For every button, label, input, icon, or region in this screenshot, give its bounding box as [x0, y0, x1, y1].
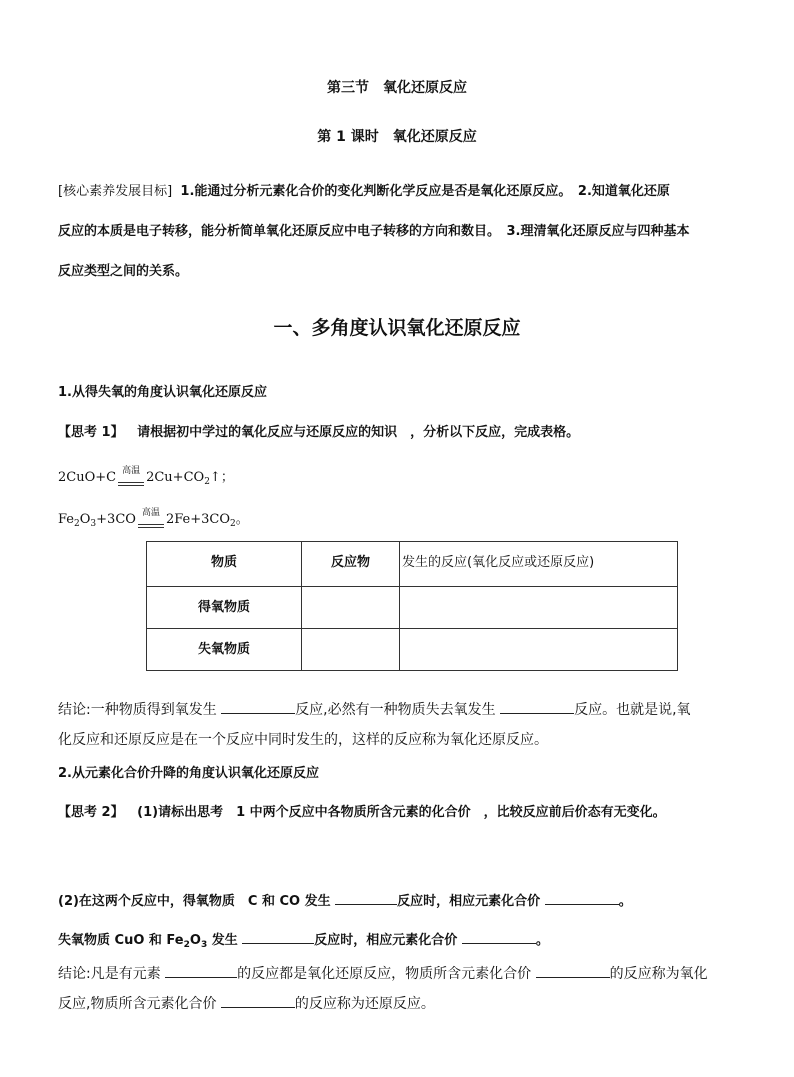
conclusion-2-line-2: 反应,物质所含元素化合价 的反应称为还原反应。	[58, 996, 435, 1012]
table-cell: 失氧物质	[147, 629, 302, 671]
answer-blank[interactable]	[500, 701, 574, 714]
table-header: 发生的反应(氧化反应或还原反应)	[400, 542, 678, 587]
part-heading: 一、多角度认识氧化还原反应	[273, 317, 521, 339]
conclusion-2-line-1: 结论:凡是有元素 的反应都是氧化还原反应，物质所含元素化合价 的反应称为氧化	[58, 966, 708, 982]
equation-2: $Fe_2O_3+3CO$ 高温 $2Fe+3CO_2$。	[58, 508, 249, 529]
table-cell: 得氧物质	[147, 587, 302, 629]
question-2: (2)在这两个反应中，得氧物质 C 和 CO 发生 反应时，相应元素化合价 。	[58, 894, 632, 909]
goals-text-1: 1.能通过分析元素化合价的变化判断化学反应是否是氧化还原反应。 2.知道氧化还原	[180, 184, 670, 199]
goals-line-1	[58, 180, 670, 199]
goals-line-3: 反应类型之间的关系。	[58, 264, 189, 279]
sub1-title: 1.从得失氧的角度认识氧化还原反应	[58, 385, 267, 400]
sub2-title: 2.从元素化合价升降的角度认识氧化还原反应	[58, 766, 319, 781]
answer-blank[interactable]	[165, 965, 237, 978]
answer-blank[interactable]	[221, 995, 295, 1008]
table-header-row	[147, 542, 678, 587]
goals-tag: [核心素养发展目标]	[58, 184, 173, 199]
table-header: 物质	[147, 542, 302, 587]
question-3: 失氧物质 CuO 和 $Fe_2O_3$ 发生 反应时，相应元素化合价 。	[58, 933, 549, 950]
conclusion-1-line-1: 结论:一种物质得到氧发生 反应,必然有一种物质失去氧发生 反应。也就是说,氧	[58, 702, 691, 718]
lesson-title: 第 1 课时 氧化还原反应	[317, 129, 477, 145]
reaction-condition: 高温	[136, 515, 166, 529]
equation-1: 2CuO+C 高温 $2Cu+CO_2↑$；	[58, 466, 234, 487]
goals-line-2: 反应的本质是电子转移，能分析简单氧化还原反应中电子转移的方向和数目。 3.理清氧化还原反应与四种基本	[58, 224, 690, 239]
table-cell[interactable]	[302, 587, 400, 629]
answer-blank[interactable]	[462, 931, 536, 944]
answer-blank[interactable]	[536, 965, 610, 978]
think2-text: (1)请标出思考 1 中两个反应中各物质所含元素的化合价 ，比较反应前后价态有无变化。	[137, 805, 666, 820]
answer-blank[interactable]	[545, 892, 619, 905]
table-cell[interactable]	[302, 629, 400, 671]
answer-blank[interactable]	[242, 931, 314, 944]
reaction-condition: 高温	[116, 473, 146, 487]
think1-text: 请根据初中学过的氧化反应与还原反应的知识 ，分析以下反应，完成表格。	[137, 425, 580, 440]
table-row	[147, 629, 678, 671]
oxygen-table	[146, 541, 678, 671]
think1-tag: 【思考 1】	[58, 425, 124, 440]
section-title: 第三节 氧化还原反应	[327, 80, 467, 96]
table-header: 反应物	[302, 542, 400, 587]
think2-tag: 【思考 2】	[58, 805, 124, 820]
think1	[58, 421, 579, 440]
table-cell[interactable]	[400, 587, 678, 629]
table-cell[interactable]	[400, 629, 678, 671]
conclusion-1-line-2: 化反应和还原反应是在一个反应中同时发生的，这样的反应称为氧化还原反应。	[58, 732, 548, 748]
answer-blank[interactable]	[221, 701, 295, 714]
think2	[58, 801, 666, 820]
answer-blank[interactable]	[335, 892, 397, 905]
table-row	[147, 587, 678, 629]
